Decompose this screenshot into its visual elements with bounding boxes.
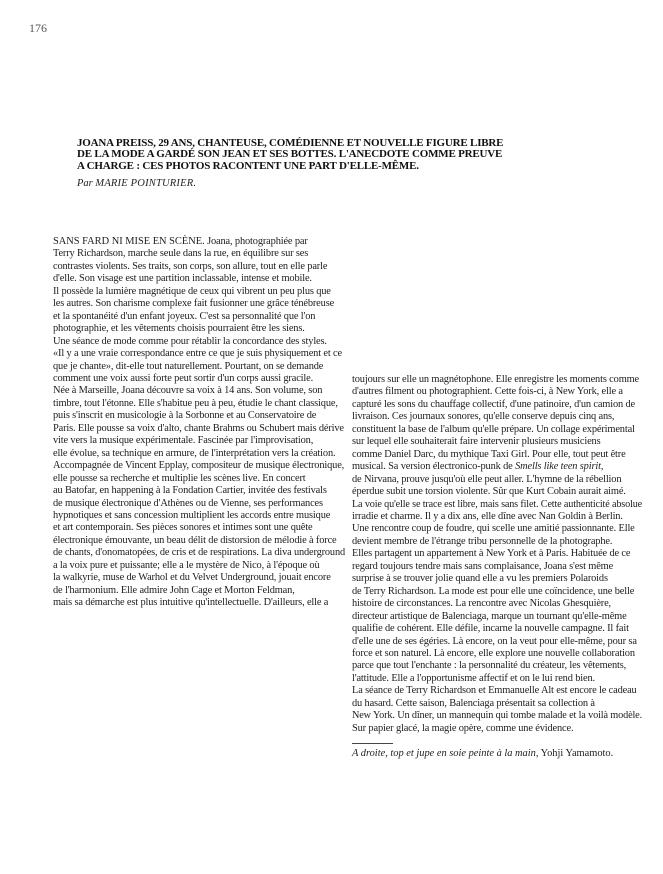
article-line [53, 236, 345, 248]
article-line: elle évolue, sa technique en armure, de l'interprétation vers la création. [53, 447, 336, 459]
article-line: de chants, d'onomatopées, de cris et de respirations. La diva underground [53, 547, 345, 559]
text: musical. Sa version électronico-punk de [352, 461, 516, 473]
article-line: comme Daniel Darc, du mythique Taxi Girl. Pour elle, tout peut être [352, 448, 626, 460]
byline [77, 178, 196, 189]
article-line: irradie et charme. Il y a dix ans, elle dîne avec Nan Goldin à Berlin. [352, 510, 623, 522]
page-number: 176 [29, 21, 47, 35]
article-line: mais sa démarche est plus intuitive qu'intellectuelle. D'ailleurs, elle a [53, 597, 329, 609]
article-line: surprise à se trouver jolie quand elle a vu les premiers Polaroids [352, 573, 608, 585]
article-line: et art contemporain. Ses pièces sonores et intimes sont une quête [53, 522, 313, 534]
text: , [600, 461, 604, 473]
photo-caption [352, 748, 613, 759]
headline-line: DE LA MODE A GARDÉ SON JEAN ET SES BOTTES. L'ANECDOTE COMME PREUVE [77, 148, 503, 161]
article-line: puis s'inscrit en musicologie à la Sorbonne et au Conservatoire de [53, 410, 317, 422]
article-line: a la voix pure et puissante; elle a le mystère de Nico, à l'époque où [53, 559, 320, 571]
article-line: capturé les sons du chauffage collectif, d'une patinoire, d'un camion de [352, 398, 636, 410]
article-line: Une rencontre coup de foudre, qui scelle une amitié passionnante. Elle [352, 523, 635, 535]
article-line: contrastes violents. Ses traits, son corps, son allure, tout en elle parle [53, 260, 328, 272]
song-title: Smells like teen spirit [515, 461, 601, 473]
article-line: New York. Un dîner, un mannequin qui tombe malade et la voilà modèle. [352, 710, 642, 722]
byline-prefix: Par [77, 178, 93, 189]
article-line: devient membre de l'étrange tribu personnelle de la photographe. [352, 535, 613, 547]
article-lead-rest: Joana, photographiée par [204, 236, 308, 247]
article-line: de Terry Richardson. La mode est pour elle une coïncidence, une belle [352, 585, 635, 597]
article-line: livraison. Ces journaux sonores, qu'elle conserve depuis cinq ans, [352, 411, 615, 423]
article-line [352, 461, 642, 473]
article-column-right [352, 374, 642, 735]
article-line: directeur artistique de Balenciaga, marque un tournant qu'elle-même [352, 610, 627, 622]
article-line: les autres. Son charisme complexe fait fusionner une grâce ténébreuse [53, 298, 335, 310]
article-line: de Nirvana, prouve jusqu'où elle peut aller. L'hymne de la rébellion [352, 473, 622, 485]
article-line: Elles partagent un appartement à New York et à Paris. Habituée de ce [352, 548, 631, 560]
byline-author: MARIE POINTURIER. [95, 178, 197, 189]
article-line: la walkyrie, muse de Warhol et du Velvet Underground, jouait encore [53, 572, 331, 584]
article-line: force et son naturel. Là encore, elle explore une nouvelle collaboration [352, 647, 635, 659]
article-line: hypnotiques et sans concession multiplient les accords entre musique [53, 509, 331, 521]
article-line: Il possède la lumière magnétique de ceux qui vibrent un peu plus que [53, 285, 331, 297]
article-line: constituent la base de l'album qu'elle prépare. Un collage expérimental [352, 423, 635, 435]
article-line: comment une voix aussi forte peut sortir d'un corps aussi gracile. [53, 372, 314, 384]
article-line: de l'harmonium. Elle admire John Cage et Morton Feldman, [53, 584, 295, 596]
article-line: Sur papier glacé, la magie opère, comme une évidence. [352, 722, 574, 734]
article-line: Paris. Elle pousse sa voix d'alto, chante Brahms ou Schubert mais dérive [53, 422, 344, 434]
article-line: d'elle une de ses égéries. Là encore, on la veut pour elle-même, pour sa [352, 635, 637, 647]
article-line: La voie qu'elle se trace est libre, mais sans filet. Cette authenticité absolue [352, 498, 642, 510]
article-line: toujours sur elle un magnétophone. Elle enregistre les moments comme [352, 374, 640, 385]
article-line: «Il y a une vraie correspondance entre ce que je suis physiquement et ce [53, 348, 342, 360]
article-line: histoire de circonstances. La rencontre avec Nicolas Ghesquière, [352, 598, 611, 610]
article-line: éperdue subit une torsion violente. Sûr que Kurt Cobain aurait aimé. [352, 486, 626, 498]
caption-divider [352, 743, 393, 744]
article-line: l'attitude. Elle a l'opportunisme affectif et on le lui rend bien. [352, 672, 595, 684]
article-line: d'elle. Son visage est une partition inclassable, intense et mobile. [53, 273, 312, 285]
article-line: timbre, tout l'étonne. Elle s'habitue peu à peu, étudie le chant classique, [53, 397, 338, 409]
article-line: Terry Richardson, marche seule dans la rue, en équilibre sur ses [53, 248, 309, 260]
headline-line: JOANA PREISS, 29 ANS, CHANTEUSE, COMÉDIENNE ET NOUVELLE FIGURE LIBRE [77, 137, 504, 149]
article-line: électronique émouvante, un beau délit de distorsion de mélodie à force [53, 534, 337, 546]
article-line: elle pousse sa recherche et multiplie les scènes live. En concert [53, 472, 306, 484]
caption-designer: , Yohji Yamamoto. [535, 748, 614, 759]
article-line: que je chante», dit-elle tout naturellement. Pourtant, on se demande [53, 360, 324, 372]
article-line: Née à Marseille, Joana découvre sa voix à 14 ans. Son volume, son [53, 385, 323, 397]
article-line: regard toujours tendre mais sans complaisance, Joana s'est même [352, 560, 614, 572]
article-line: qualifie de cohérent. Elle défile, incarne la nouvelle campagne. Il fait [352, 623, 629, 635]
caption-italic: A droite, top et jupe en soie peinte à la main [352, 748, 536, 759]
article-line: La séance de Terry Richardson et Emmanuelle Alt est encore le cadeau [352, 685, 637, 697]
article-column-left [53, 236, 345, 610]
article-line: et la spontanéité d'un enfant joyeux. C'est sa personnalité que l'on [53, 310, 316, 322]
article-line: de musique électronique d'Athènes ou de Vienne, ses performances [53, 497, 323, 509]
headline [77, 138, 527, 172]
article-line: photographie, et les vêtements choisis pourraient être les siens. [53, 323, 305, 335]
article-line: d'autres filment ou photographient. Cette fois-ci, à New York, elle a [352, 386, 623, 398]
article-line: vite vers la musique expérimentale. Fascinée par l'improvisation, [53, 435, 314, 447]
article-line: Accompagnée de Vincent Epplay, compositeur de musique électronique, [53, 460, 345, 472]
article-lead: SANS FARD NI MISE EN SCÈNE. [53, 236, 205, 247]
article-line: au Batofar, en happening à la Fondation Cartier, invitée des festivals [53, 485, 327, 497]
article-line: Une séance de mode comme pour rétablir la concordance des styles. [53, 335, 327, 347]
article-line: du hasard. Cette saison, Balenciaga présentait sa collection à [352, 697, 595, 709]
headline-line: A CHARGE : CES PHOTOS RACONTENT UNE PART D'ELLE-MÊME. [77, 159, 419, 172]
article-line: parce que tout l'enchante : la personnalité du créateur, les vêtements, [352, 660, 627, 672]
article-line: sur lequel elle souhaiterait faire intervenir plusieurs musiciens [352, 436, 601, 448]
